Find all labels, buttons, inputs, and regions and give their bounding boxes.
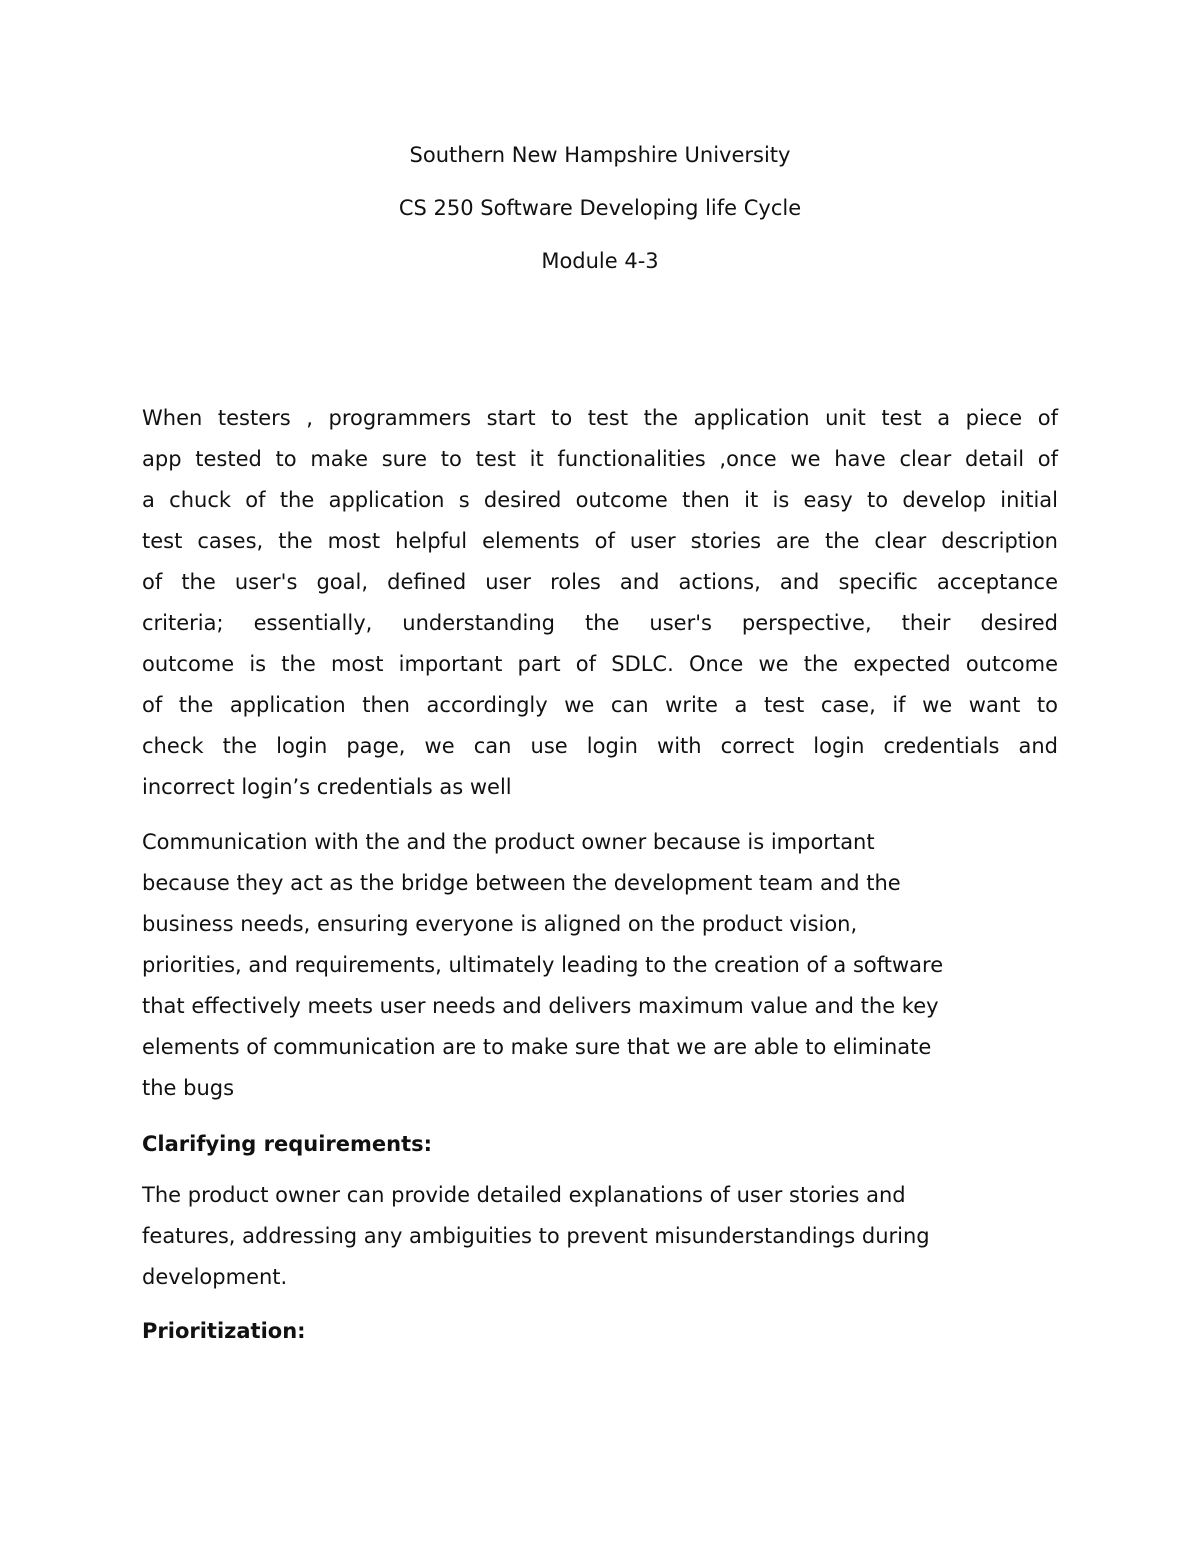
paragraph-line: outcome is the most important part of SDLC. Once we the expected outcome <box>142 652 1058 676</box>
section-heading: Prioritization: <box>142 1319 306 1343</box>
paragraph-line: criteria; essentially, understanding the user's perspective, their desired <box>142 611 1058 635</box>
paragraph-line: elements of communication are to make sure that we are able to eliminate <box>142 1035 932 1059</box>
paragraph-line: the bugs <box>142 1076 235 1100</box>
paragraph-line: The product owner can provide detailed explanations of user stories and <box>142 1183 906 1207</box>
paragraph-line: check the login page, we can use login with correct login credentials and <box>142 734 1058 758</box>
paragraph-line: because they act as the bridge between the development team and the <box>142 871 901 895</box>
paragraph-line: of the user's goal, defined user roles and actions, and specific acceptance <box>142 570 1058 594</box>
paragraph-line: of the application then accordingly we can write a test case, if we want to <box>142 693 1058 717</box>
module-title: Module 4-3 <box>541 249 659 273</box>
paragraph-line: business needs, ensuring everyone is aligned on the product vision, <box>142 912 858 936</box>
paragraph-communication <box>142 822 1058 1109</box>
section-heading: Clarifying requirements: <box>142 1132 433 1156</box>
course-title: CS 250 Software Developing life Cycle <box>398 196 802 220</box>
paragraph-line: Communication with the and the product owner because is important <box>142 830 875 854</box>
paragraph-line: incorrect login’s credentials as well <box>142 775 512 799</box>
section-prioritization <box>142 1311 1058 1352</box>
paragraph-line: development. <box>142 1265 288 1289</box>
paragraph-line: test cases, the most helpful elements of user stories are the clear description <box>142 529 1058 553</box>
paragraph-line: that effectively meets user needs and delivers maximum value and the key <box>142 994 939 1018</box>
document-header <box>0 140 1200 299</box>
paragraph-line: priorities, and requirements, ultimately leading to the creation of a software <box>142 953 944 977</box>
paragraph-line: features, addressing any ambiguities to prevent misunderstandings during <box>142 1224 930 1248</box>
paragraph-unit-testing <box>142 398 1058 808</box>
paragraph-line: When testers , programmers start to test the application unit test a piece of <box>142 406 1058 430</box>
university-name: Southern New Hampshire University <box>409 143 791 167</box>
paragraph-line: app tested to make sure to test it functionalities ,once we have clear detail of <box>142 447 1058 471</box>
paragraph-clarifying-requirements <box>142 1175 1058 1298</box>
section-clarifying-requirements <box>142 1124 1058 1165</box>
paragraph-line: a chuck of the application s desired outcome then it is easy to develop initial <box>142 488 1058 512</box>
